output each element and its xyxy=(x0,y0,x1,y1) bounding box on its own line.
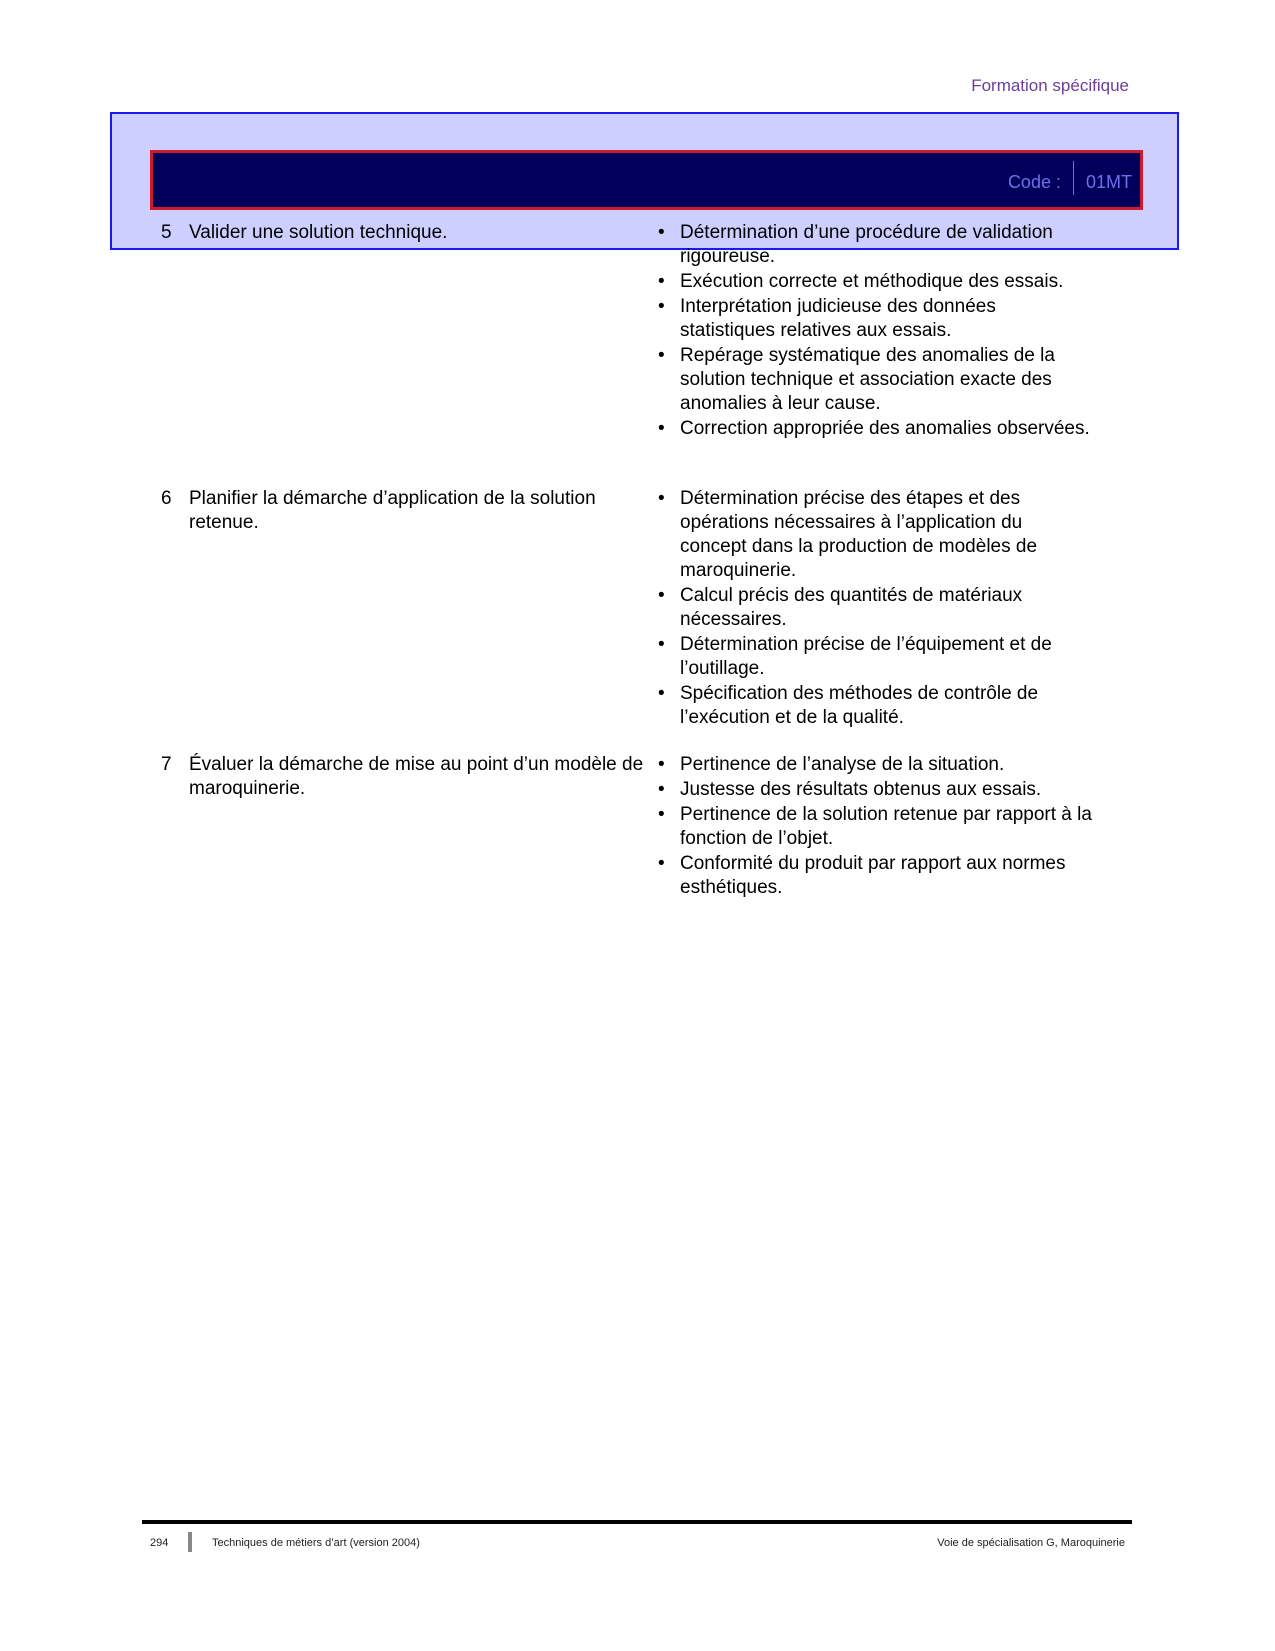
objective-number: 7 xyxy=(161,754,172,775)
title-bar xyxy=(150,150,1143,210)
criterion-item: • Exécution correcte et méthodique des essais. xyxy=(658,270,1093,294)
objective-number: 6 xyxy=(161,488,172,509)
page-number: 294 xyxy=(150,1537,169,1549)
criterion-item: • Détermination précise des étapes et des opérations nécessaires à l’application du concept dans la production de modèles de maroquinerie. xyxy=(658,487,1093,583)
objective-text: Planifier la démarche d’application de la solution retenue. xyxy=(189,488,596,533)
criterion-item: • Repérage systématique des anomalies de la solution technique et association exacte des anomalies à leur cause. xyxy=(658,344,1093,416)
objective-number: 5 xyxy=(161,222,172,243)
criterion-item: • Justesse des résultats obtenus aux essais. xyxy=(658,778,1093,802)
criterion-item: • Détermination précise de l’équipement et de l’outillage. xyxy=(658,633,1093,681)
criteria-list xyxy=(658,221,1093,442)
footer-divider xyxy=(188,1532,192,1552)
code-separator xyxy=(1073,161,1074,195)
code-value: 01MT xyxy=(1085,171,1132,192)
criterion-item: • Calcul précis des quantités de matériaux nécessaires. xyxy=(658,584,1093,632)
objective-text: Valider une solution technique. xyxy=(189,222,448,243)
objective-text: Évaluer la démarche de mise au point d’un modèle de maroquinerie. xyxy=(189,754,644,799)
section-header: Formation spécifique xyxy=(971,76,1129,95)
code-label: Code : xyxy=(1007,171,1061,192)
criterion-item: • Conformité du produit par rapport aux normes esthétiques. xyxy=(658,852,1093,900)
criterion-item: • Pertinence de la solution retenue par rapport à la fonction de l’objet. xyxy=(658,803,1093,851)
criterion-item: • Détermination d’une procédure de validation rigoureuse. xyxy=(658,221,1093,269)
footer-rule xyxy=(142,1520,1132,1524)
criterion-item: • Interprétation judicieuse des données statistiques relatives aux essais. xyxy=(658,295,1093,343)
criterion-item: • Correction appropriée des anomalies observées. xyxy=(658,417,1093,441)
criterion-item: • Spécification des méthodes de contrôle de l’exécution et de la qualité. xyxy=(658,682,1093,730)
footer-specialization: Voie de spécialisation G, Maroquinerie xyxy=(937,1537,1125,1549)
criterion-item: • Pertinence de l’analyse de la situation. xyxy=(658,753,1093,777)
criteria-list xyxy=(658,487,1093,731)
code-label-group xyxy=(1008,171,1132,195)
footer-document-title: Techniques de métiers d’art (version 2004) xyxy=(212,1537,420,1549)
criteria-list xyxy=(658,753,1093,901)
